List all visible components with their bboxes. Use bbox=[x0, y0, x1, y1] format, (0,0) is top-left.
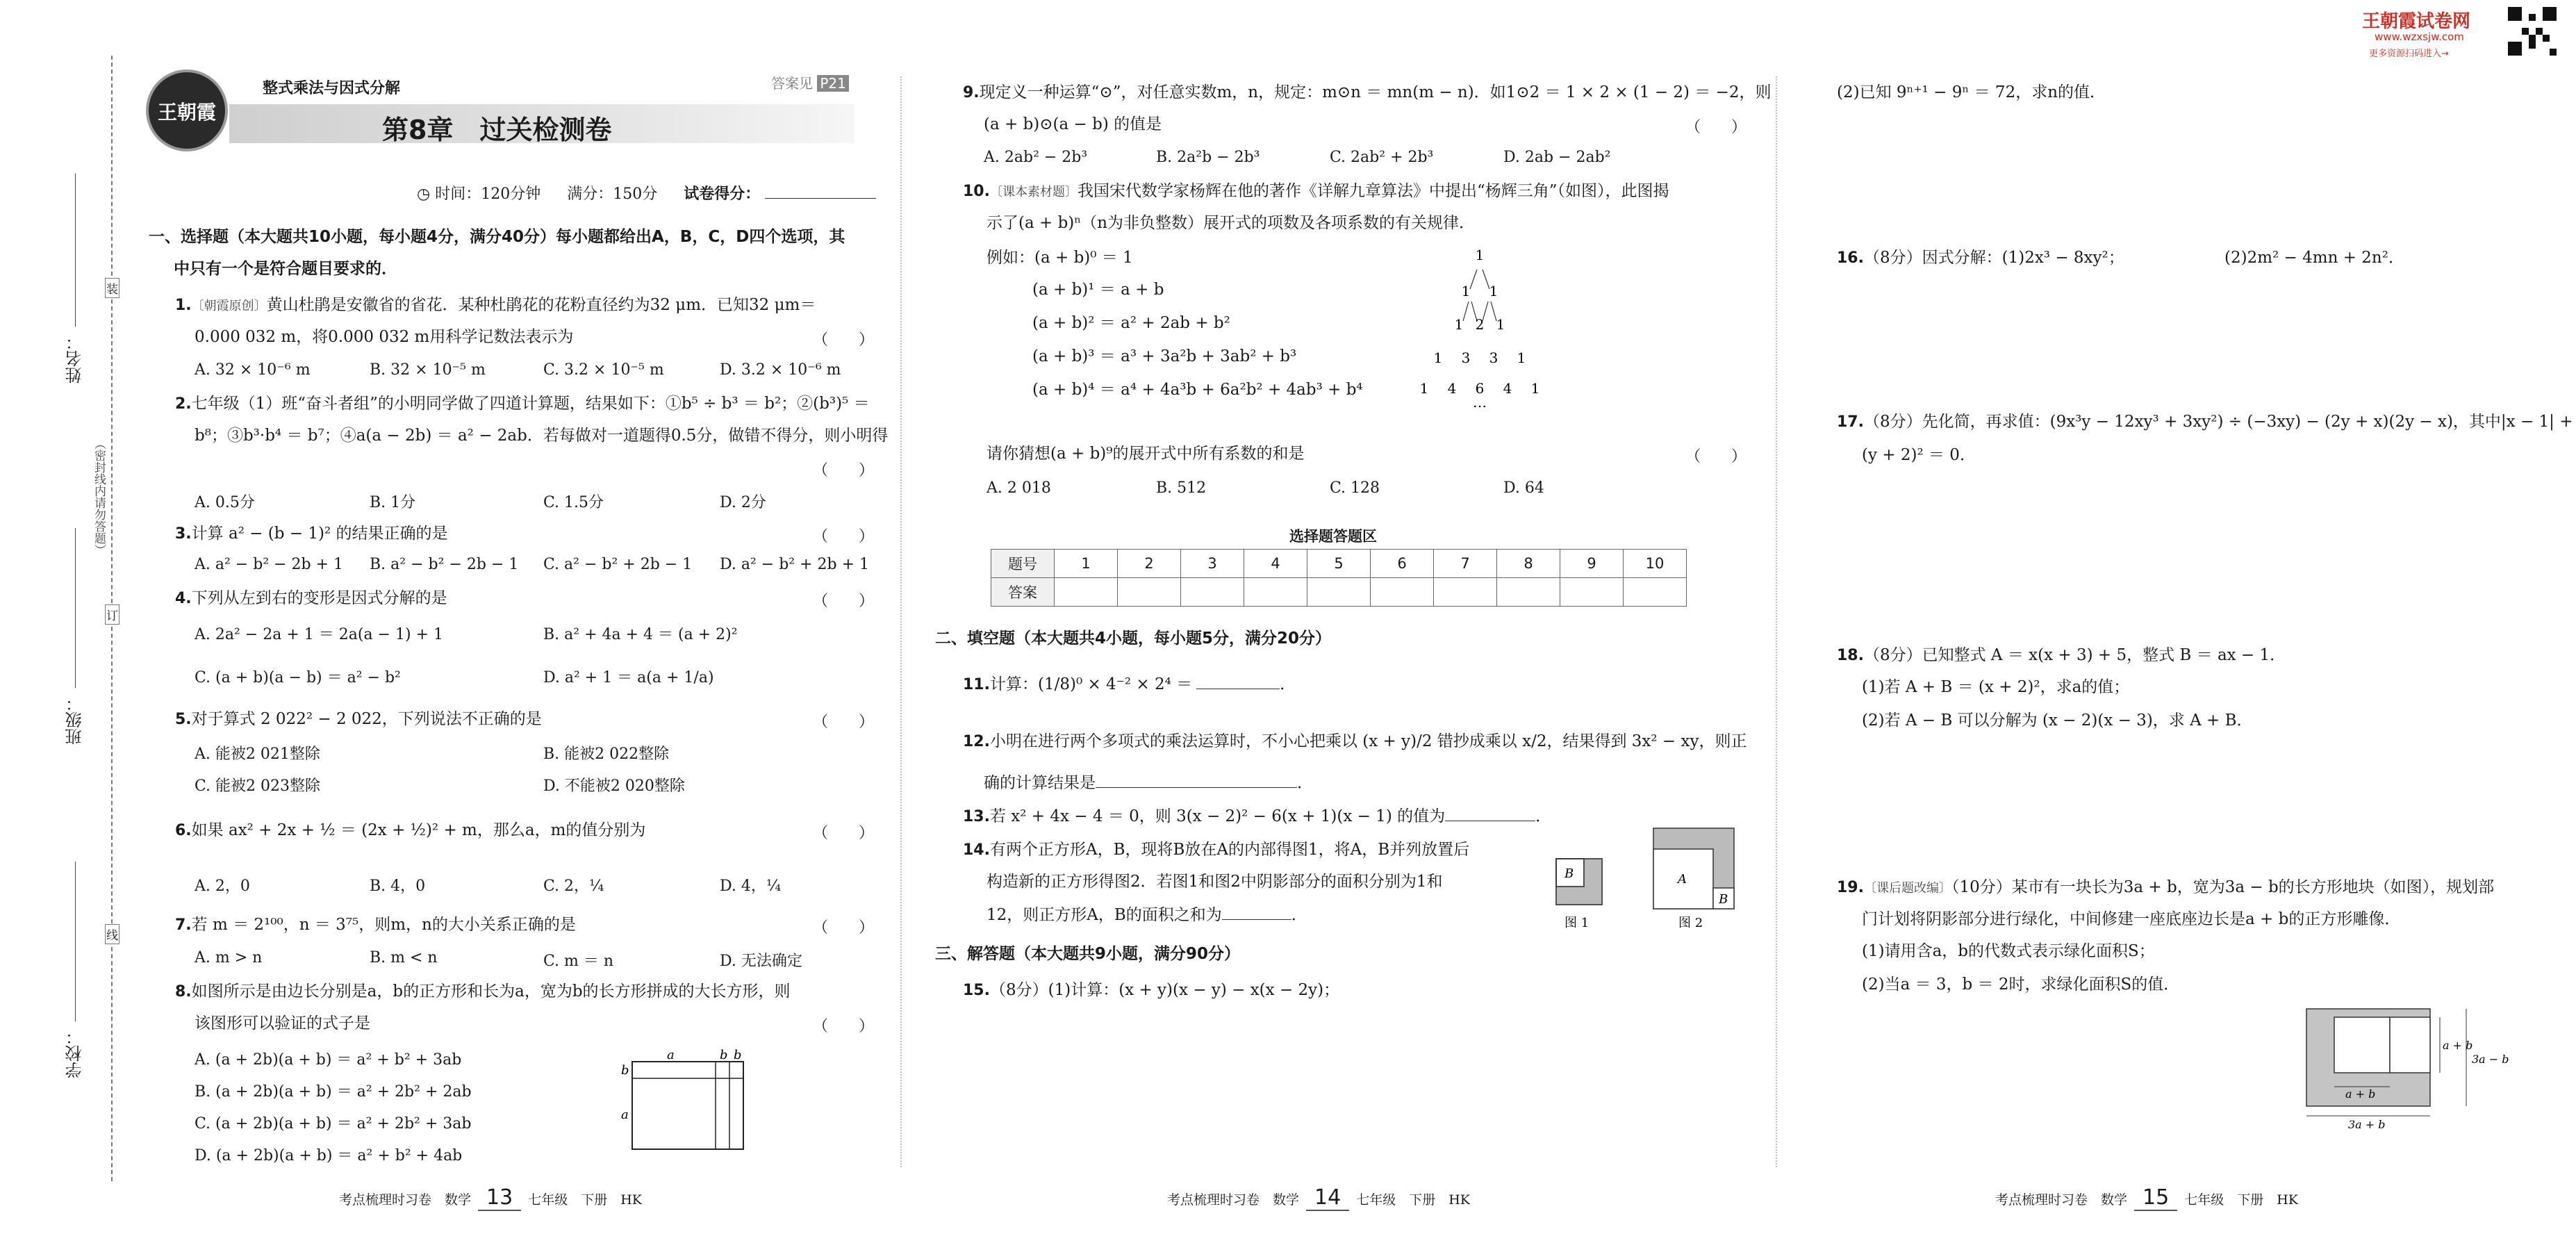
q3-option-d: D. a² − b² + 2b + 1 bbox=[720, 556, 870, 573]
q10-option-d: D. 64 bbox=[1503, 479, 1544, 497]
q9-option-b: B. 2a²b − 2b³ bbox=[1156, 149, 1260, 166]
q4-option-a: A. 2a² − 2a + 1 ＝ 2a(a − 1) + 1 bbox=[195, 626, 443, 643]
answer-cell[interactable] bbox=[1118, 578, 1181, 607]
brand-block bbox=[2362, 7, 2570, 63]
q3-line1: 3.计算 a² − (b − 1)² 的结果正确的是 bbox=[175, 525, 448, 543]
q3-answer-paren[interactable]: （ ） bbox=[813, 528, 875, 545]
brand-tagline: 更多资源扫码进入→ bbox=[2369, 49, 2449, 59]
yh-r1-0: 1 bbox=[1461, 283, 1471, 299]
yh-r2-0: 1 bbox=[1454, 316, 1464, 333]
answer-ref-page: P21 bbox=[817, 75, 849, 92]
binding-seal-note: （密封线内请勿答题） bbox=[92, 438, 106, 556]
q4-line1: 4.下列从左到右的变形是因式分解的是 bbox=[175, 589, 447, 607]
answer-ref bbox=[771, 72, 849, 92]
page-divider-2 bbox=[1776, 76, 1777, 1167]
q6-option-d: D. 4，¼ bbox=[720, 878, 782, 895]
q8-label-a-top: a bbox=[667, 1049, 675, 1062]
footer-15-left: 考点梳理时习卷 数学 bbox=[1995, 1192, 2128, 1208]
q15-line2: (2)已知 9ⁿ⁺¹ − 9ⁿ ＝ 72，求n的值． bbox=[1837, 83, 2106, 101]
yh-r3-3: 1 bbox=[1517, 349, 1526, 366]
section2-title: 二、填空题（本大题共4小题，每小题5分，满分20分） bbox=[935, 629, 1332, 648]
q14-figures bbox=[1549, 824, 1758, 935]
q1-option-b: B. 32 × 10⁻⁵ m bbox=[370, 361, 486, 379]
answer-grid-num: 8 bbox=[1497, 550, 1560, 578]
q8-line2: 该图形可以验证的式子是 bbox=[195, 1014, 370, 1032]
answer-grid-num: 4 bbox=[1244, 550, 1307, 578]
q18-line2: (1)若 A + B ＝ (x + 2)²，求a的值； bbox=[1862, 678, 2130, 696]
q10-line3: 请你猜想(a + b)⁹的展开式中所有系数的和是 bbox=[986, 445, 1305, 463]
q1-answer-paren[interactable]: （ ） bbox=[813, 331, 875, 349]
q3-option-b: B. a² − b² − 2b − 1 bbox=[370, 556, 519, 573]
q5-option-b: B. 能被2 022整除 bbox=[543, 746, 670, 763]
q4-option-c: C. (a + b)(a − b) ＝ a² − b² bbox=[195, 669, 401, 686]
answer-grid-row1-label: 题号 bbox=[991, 550, 1055, 578]
footer-13-left: 考点梳理时习卷 数学 bbox=[339, 1192, 472, 1208]
q9-line1: 9.现定义一种运算“⊙”，对任意实数m，n，规定：m⊙n ＝ mn(m − n)．如1⊙2 ＝ 1 × 2 × (1 − 2) ＝ −2，则 bbox=[963, 83, 1772, 101]
q16-line2: (2)2m² − 4mn + 2n²． bbox=[2224, 249, 2404, 267]
q6-option-a: A. 2，0 bbox=[195, 878, 250, 895]
header-logo-text: 王朝霞 bbox=[157, 101, 216, 124]
binding-mark-1: 装 bbox=[105, 278, 119, 298]
footer-14-left: 考点梳理时习卷 数学 bbox=[1167, 1192, 1300, 1208]
q19-figure bbox=[2293, 1001, 2529, 1133]
q4-option-b: B. a² + 4a + 4 ＝ (a + 2)² bbox=[543, 626, 738, 643]
brand-url: www.wzxsjw.com bbox=[2375, 31, 2464, 43]
answer-grid-num: 9 bbox=[1560, 550, 1624, 578]
q4-answer-paren[interactable]: （ ） bbox=[813, 593, 875, 610]
q10-example-3: (a + b)³ ＝ a³ + 3a²b + 3ab² + b³ bbox=[1032, 347, 1297, 365]
q8-option-c: C. (a + 2b)(a + b) ＝ a² + 2b² + 3ab bbox=[195, 1115, 472, 1133]
q16-line1: 16.（8分）因式分解：(1)2x³ − 8xy²； bbox=[1837, 249, 2124, 267]
q8-label-b2-top: b bbox=[734, 1049, 742, 1062]
q1-option-c: C. 3.2 × 10⁻⁵ m bbox=[543, 361, 664, 379]
q5-option-a: A. 能被2 021整除 bbox=[195, 746, 320, 763]
q7-option-d: D. 无法确定 bbox=[720, 953, 802, 970]
answer-grid bbox=[991, 549, 1687, 607]
answer-grid-row-answers bbox=[991, 578, 1687, 607]
yanghui-triangle-figure bbox=[1410, 243, 1549, 410]
q7-answer-paren[interactable]: （ ） bbox=[813, 919, 875, 937]
q9-option-c: C. 2ab² + 2b³ bbox=[1330, 149, 1434, 166]
q10-line1: 10.〔课本素材题〕我国宋代数学家杨辉在他的著作《详解九章算法》中提出“杨辉三角”（如图），此图揭 bbox=[963, 182, 1669, 200]
yh-r0: 1 bbox=[1475, 247, 1485, 263]
q19-line4: (2)当a ＝ 3，b ＝ 2时，求绿化面积S的值． bbox=[1862, 976, 2180, 994]
q14-fig1-label-b: B bbox=[1564, 866, 1574, 881]
q17-line2: (y + 2)² ＝ 0． bbox=[1862, 446, 1976, 464]
q1-option-d: D. 3.2 × 10⁻⁶ m bbox=[720, 361, 841, 379]
q12-line2: 确的计算结果是 ． bbox=[984, 774, 1313, 792]
q8-figure bbox=[618, 1049, 750, 1153]
q15-line1: 15.（8分）(1)计算：(x + y)(x − y) − x(x − 2y)； bbox=[963, 981, 1340, 999]
q18-line1: 18.（8分）已知整式 A ＝ x(x + 3) + 5，整式 B ＝ ax − 1． bbox=[1837, 646, 2286, 664]
q14-line1: 14.有两个正方形A，B，现将B放在A的内部得图1，将A，B并列放置后 bbox=[963, 841, 1470, 859]
q2-option-a: A. 0.5分 bbox=[195, 494, 255, 511]
q10-option-c: C. 128 bbox=[1330, 479, 1380, 497]
q10-example-1: (a + b)¹ ＝ a + b bbox=[1032, 281, 1164, 299]
answer-grid-num: 3 bbox=[1181, 550, 1244, 578]
answer-cell[interactable] bbox=[1560, 578, 1624, 607]
q10-answer-paren[interactable]: （ ） bbox=[1685, 448, 1747, 466]
binding-class-line bbox=[75, 528, 76, 688]
q9-option-d: D. 2ab − 2ab² bbox=[1503, 149, 1611, 166]
q3-option-c: C. a² − b² + 2b − 1 bbox=[543, 556, 693, 573]
q9-option-a: A. 2ab² − 2b³ bbox=[984, 149, 1088, 166]
binding-class-label: 班级： bbox=[65, 695, 85, 745]
q2-answer-paren[interactable]: （ ） bbox=[813, 462, 875, 479]
yh-r1-1: 1 bbox=[1489, 283, 1498, 299]
q14-fig2-label-a: A bbox=[1678, 872, 1687, 887]
answer-cell[interactable] bbox=[1434, 578, 1497, 607]
q7-option-c: C. m ＝ n bbox=[543, 953, 614, 970]
q17-line1: 17.（8分）先化简，再求值：(9x³y − 12xy³ + 3xy²) ÷ (−3xy) − (2y + x)(2y − x)，其中|x − 1| + bbox=[1837, 413, 2573, 431]
q8-option-d: D. (a + 2b)(a + b) ＝ a² + b² + 4ab bbox=[195, 1147, 463, 1164]
answer-cell[interactable] bbox=[1181, 578, 1244, 607]
q19-line3: (1)请用含a，b的代数式表示绿化面积S； bbox=[1862, 942, 2155, 960]
q14-fig2-label-b: B bbox=[1719, 892, 1728, 907]
section1-title-l2: 中只有一个是符合题目要求的． bbox=[174, 260, 397, 278]
q14-fig1-caption: 图 1 bbox=[1564, 916, 1590, 930]
q5-option-d: D. 不能被2 020整除 bbox=[543, 777, 685, 795]
q14-line2: 构造新的正方形得图2．若图1和图2中阴影部分的面积分别为1和 bbox=[986, 873, 1443, 891]
footer-page-13 bbox=[339, 1185, 642, 1211]
q5-option-c: C. 能被2 023整除 bbox=[195, 777, 321, 795]
q9-line2: (a + b)⊙(a − b) 的值是 bbox=[984, 115, 1162, 133]
q12-line1: 12.小明在进行两个多项式的乘法运算时，不小心把乘以 (x + y)/2 错抄成乘以 x/2，结果得到 3x² − xy，则正 bbox=[963, 732, 1747, 750]
answer-grid-num: 10 bbox=[1624, 550, 1687, 578]
yh-r4-2: 6 bbox=[1475, 380, 1485, 397]
q12-answer-blank[interactable] bbox=[1096, 787, 1297, 788]
binding-school-label: 学校： bbox=[65, 1028, 85, 1078]
q8-option-b: B. (a + 2b)(a + b) ＝ a² + 2b² + 2ab bbox=[195, 1083, 472, 1101]
header-logo bbox=[146, 69, 228, 151]
brand-name: 王朝霞试卷网 bbox=[2362, 11, 2471, 32]
q11-line1: 11.计算：(1/8)⁰ × 4⁻² × 2⁴ ＝ ． bbox=[963, 675, 1296, 693]
q10-example-2: (a + b)² ＝ a² + 2ab + b² bbox=[1032, 314, 1230, 332]
answer-grid-num: 6 bbox=[1371, 550, 1434, 578]
q7-option-b: B. m < n bbox=[370, 949, 438, 966]
footer-page-14 bbox=[1167, 1185, 1470, 1211]
answer-grid-num: 1 bbox=[1055, 550, 1118, 578]
q2-option-c: C. 1.5分 bbox=[543, 494, 604, 511]
binding-name-line bbox=[75, 174, 76, 327]
answer-cell[interactable] bbox=[1055, 578, 1118, 607]
answer-cell[interactable] bbox=[1371, 578, 1434, 607]
answer-grid-row-numbers bbox=[991, 550, 1687, 578]
q7-option-a: A. m > n bbox=[195, 949, 263, 966]
q8-answer-paren[interactable]: （ ） bbox=[813, 1018, 875, 1035]
exam-score: 满分：150分 bbox=[567, 186, 658, 203]
q4-option-d: D. a² + 1 ＝ a(a + 1/a) bbox=[543, 669, 714, 686]
q8-label-b-side: b bbox=[621, 1063, 629, 1078]
q19-label-bottom: 3a + b bbox=[2348, 1118, 2386, 1131]
q1-option-a: A. 32 × 10⁻⁶ m bbox=[195, 361, 311, 379]
binding-name-label: 姓名： bbox=[65, 334, 85, 384]
q19-line1: 19.〔课后题改编〕（10分）某市有一块长为3a + b，宽为3a − b的长方形地块（如图），规划部 bbox=[1837, 878, 2495, 896]
q10-example-4: (a + b)⁴ ＝ a⁴ + 4a³b + 6a²b² + 4ab³ + b⁴ bbox=[1032, 381, 1363, 399]
q14-line3: 12，则正方形A，B的面积之和为 ． bbox=[986, 906, 1307, 924]
yh-r4-3: 4 bbox=[1503, 380, 1512, 397]
exam-time: 时间：120分钟 bbox=[435, 186, 541, 203]
q8-line1: 8.如图所示是由边长分别是a，b的正方形和长为a，宽为b的长方形拼成的大长方形，则 bbox=[175, 982, 791, 1001]
page-number-14: 14 bbox=[1306, 1185, 1349, 1211]
q10-option-b: B. 512 bbox=[1156, 479, 1207, 497]
q2-option-b: B. 1分 bbox=[370, 494, 416, 511]
yh-r2-2: 1 bbox=[1496, 316, 1505, 333]
q6-option-b: B. 4，0 bbox=[370, 878, 426, 895]
binding-school-line bbox=[75, 862, 76, 1021]
q10-option-a: A. 2 018 bbox=[986, 479, 1051, 497]
answer-grid-num: 2 bbox=[1118, 550, 1181, 578]
section3-title: 三、解答题（本大题共9小题，满分90分） bbox=[935, 945, 1241, 963]
binding-mark-3: 线 bbox=[105, 924, 119, 944]
q6-line1: 6.如果 ax² + 2x + ½ ＝ (2x + ½)² + m，那么a，m的值分别为 bbox=[175, 821, 646, 839]
footer-15-right: 七年级 下册 HK bbox=[2184, 1192, 2298, 1208]
q19-label-side-right: a + b bbox=[2443, 1039, 2473, 1052]
yh-r4-0: 1 bbox=[1419, 380, 1429, 397]
q14-answer-blank[interactable] bbox=[1222, 919, 1291, 920]
exam-score-field[interactable] bbox=[765, 198, 876, 199]
q6-option-c: C. 2，¼ bbox=[543, 878, 604, 895]
q2-option-d: D. 2分 bbox=[720, 494, 766, 511]
yh-r2-1: 2 bbox=[1475, 316, 1485, 333]
header-unit: 整式乘法与因式分解 bbox=[263, 80, 401, 97]
yh-r3-2: 3 bbox=[1489, 349, 1498, 366]
q10-example-0: 例如：(a + b)⁰ ＝ 1 bbox=[986, 249, 1133, 267]
answer-cell[interactable] bbox=[1244, 578, 1307, 607]
q5-answer-paren[interactable]: （ ） bbox=[813, 714, 875, 731]
page-number-13: 13 bbox=[478, 1185, 521, 1211]
q1-line2: 0.000 032 m，将0.000 032 m用科学记数法表示为 bbox=[195, 328, 574, 346]
yh-r3-1: 3 bbox=[1461, 349, 1471, 366]
answer-grid-title: 选择题答题区 bbox=[1289, 528, 1377, 545]
footer-14-right: 七年级 下册 HK bbox=[1356, 1192, 1470, 1208]
exam-score-label: 试卷得分： bbox=[684, 185, 761, 203]
section1-title-l1: 一、选择题（本大题共10小题，每小题4分，满分40分）每小题都给出A，B，C，D四个选项，其 bbox=[149, 228, 845, 246]
q3-option-a: A. a² − b² − 2b + 1 bbox=[195, 556, 344, 573]
answer-cell[interactable] bbox=[1497, 578, 1560, 607]
q19-line2: 门计划将阴影部分进行绿化，中间修建一座底座边长是a + b的正方形雕像． bbox=[1862, 910, 2401, 928]
binding-mark-2: 订 bbox=[105, 604, 119, 625]
q8-option-a: A. (a + 2b)(a + b) ＝ a² + b² + 3ab bbox=[195, 1051, 462, 1069]
header-title: 第8章 过关检测卷 bbox=[382, 115, 612, 145]
answer-ref-label: 答案见 bbox=[771, 75, 813, 92]
q18-line3: (2)若 A − B 可以分解为 (x − 2)(x − 3)，求 A + B． bbox=[1862, 711, 2253, 730]
answer-cell[interactable] bbox=[1624, 578, 1687, 607]
yh-r3-0: 1 bbox=[1433, 349, 1443, 366]
yh-r4-1: 4 bbox=[1447, 380, 1457, 397]
exam-meta bbox=[417, 182, 876, 204]
answer-grid-num: 7 bbox=[1434, 550, 1497, 578]
answer-grid-num: 5 bbox=[1307, 550, 1371, 578]
q5-line1: 5.对于算式 2 022² − 2 022，下列说法不正确的是 bbox=[175, 710, 542, 728]
q1-line1: 1.〔朝霞原创〕黄山杜鹃是安徽省的省花．某种杜鹃花的花粉直径约为32 μm．已知32 μm＝ bbox=[175, 296, 816, 314]
clock-icon: ◷ bbox=[417, 186, 431, 203]
answer-cell[interactable] bbox=[1307, 578, 1371, 607]
yh-r4-4: 1 bbox=[1530, 380, 1540, 397]
q13-line1: 13.若 x² + 4x − 4 ＝ 0，则 3(x − 2)² − 6(x + 1)(x − 1) 的值为 ． bbox=[963, 807, 1552, 825]
qr-code-icon bbox=[2508, 7, 2557, 56]
q14-fig2-caption: 图 2 bbox=[1678, 916, 1703, 930]
answer-grid-row2-label: 答案 bbox=[991, 578, 1055, 607]
q9-answer-paren[interactable]: （ ） bbox=[1685, 119, 1747, 136]
footer-13-right: 七年级 下册 HK bbox=[528, 1192, 642, 1208]
footer-page-15 bbox=[1995, 1185, 2298, 1211]
page-divider-1 bbox=[900, 76, 902, 1167]
q7-line1: 7.若 m ＝ 2¹⁰⁰，n ＝ 3⁷⁵，则m，n的大小关系正确的是 bbox=[175, 916, 576, 934]
yh-more: … bbox=[1473, 394, 1487, 410]
q2-line2: b⁸；③b³·b⁴ ＝ b⁷；④a(a − 2b) ＝ a² − 2ab．若每做对一道题得0.5分，做错不得分，则小明得 bbox=[195, 427, 889, 445]
q10-line2: 示了(a + b)ⁿ（n为非负整数）展开式的项数及各项系数的有关规律． bbox=[986, 214, 1476, 232]
q8-label-a-side: a bbox=[621, 1108, 629, 1122]
q6-answer-paren[interactable]: （ ） bbox=[813, 825, 875, 842]
q19-label-side-left: a + b bbox=[2345, 1087, 2376, 1101]
q8-label-b-top: b bbox=[720, 1049, 728, 1062]
q19-label-right: 3a − b bbox=[2472, 1053, 2509, 1066]
page-number-15: 15 bbox=[2134, 1185, 2177, 1211]
q2-line1: 2.七年级（1）班“奋斗者组”的小明同学做了四道计算题，结果如下：①b⁵ ÷ b³ ＝ b²；②(b³)⁵ ＝ bbox=[175, 395, 870, 413]
